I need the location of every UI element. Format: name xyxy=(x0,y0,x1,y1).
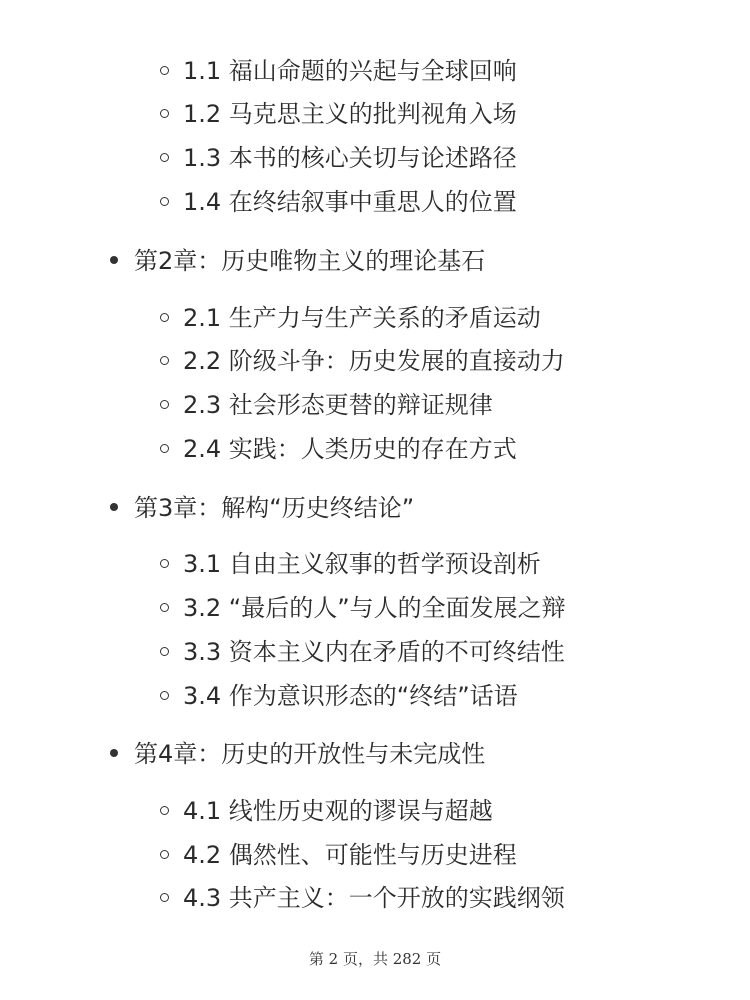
section-title: 1.4 在终结叙事中重思人的位置 xyxy=(183,188,517,216)
hollow-bullet-icon xyxy=(160,153,169,162)
hollow-bullet-icon xyxy=(160,647,169,656)
page-footer: 第 2 页，共 282 页 xyxy=(308,950,442,968)
section-title: 3.2 “最后的人”与人的全面发展之辩 xyxy=(183,594,566,622)
list-item xyxy=(160,303,541,333)
section-title: 2.1 生产力与生产关系的矛盾运动 xyxy=(183,304,541,332)
section-title: 4.1 线性历史观的谬误与超越 xyxy=(183,797,493,825)
section-title: 1.2 马克思主义的批判视角入场 xyxy=(183,100,517,128)
chapter-title: 第3章：解构“历史终结论” xyxy=(134,494,415,522)
section-title: 4.3 共产主义：一个开放的实践纲领 xyxy=(183,884,565,912)
chapter-heading xyxy=(110,739,485,769)
section-title: 2.4 实践：人类历史的存在方式 xyxy=(183,435,517,463)
hollow-bullet-icon xyxy=(160,66,169,75)
chapter-heading xyxy=(110,246,485,276)
section-title: 3.4 作为意识形态的“终结”话语 xyxy=(183,682,518,710)
hollow-bullet-icon xyxy=(160,806,169,815)
hollow-bullet-icon xyxy=(160,313,169,322)
section-title: 3.1 自由主义叙事的哲学预设剖析 xyxy=(183,550,541,578)
section-title: 1.1 福山命题的兴起与全球回响 xyxy=(183,57,517,85)
hollow-bullet-icon xyxy=(160,400,169,409)
hollow-bullet-icon xyxy=(160,356,169,365)
list-item xyxy=(160,883,565,913)
list-item xyxy=(160,796,493,826)
list-item xyxy=(160,549,541,579)
hollow-bullet-icon xyxy=(160,603,169,612)
hollow-bullet-icon xyxy=(160,109,169,118)
chapter-title: 第4章：历史的开放性与未完成性 xyxy=(134,740,486,768)
section-title: 2.3 社会形态更替的辩证规律 xyxy=(183,391,493,419)
hollow-bullet-icon xyxy=(160,691,169,700)
list-item xyxy=(160,593,566,623)
chapter-heading xyxy=(110,493,414,523)
hollow-bullet-icon xyxy=(160,444,169,453)
chapter-title: 第2章：历史唯物主义的理论基石 xyxy=(134,247,486,275)
section-title: 1.3 本书的核心关切与论述路径 xyxy=(183,144,517,172)
hollow-bullet-icon xyxy=(160,893,169,902)
filled-bullet-icon xyxy=(110,503,118,511)
list-item xyxy=(160,346,565,376)
list-item xyxy=(160,434,517,464)
list-item xyxy=(160,143,517,173)
list-item xyxy=(160,681,518,711)
list-item xyxy=(160,637,565,667)
section-title: 4.2 偶然性、可能性与历史进程 xyxy=(183,841,517,869)
list-item xyxy=(160,390,493,420)
section-title: 3.3 资本主义内在矛盾的不可终结性 xyxy=(183,638,565,666)
hollow-bullet-icon xyxy=(160,850,169,859)
list-item xyxy=(160,840,517,870)
filled-bullet-icon xyxy=(110,749,118,757)
hollow-bullet-icon xyxy=(160,559,169,568)
section-title: 2.2 阶级斗争：历史发展的直接动力 xyxy=(183,347,565,375)
list-item xyxy=(160,56,517,86)
list-item xyxy=(160,187,517,217)
hollow-bullet-icon xyxy=(160,197,169,206)
filled-bullet-icon xyxy=(110,256,118,264)
list-item xyxy=(160,99,517,129)
